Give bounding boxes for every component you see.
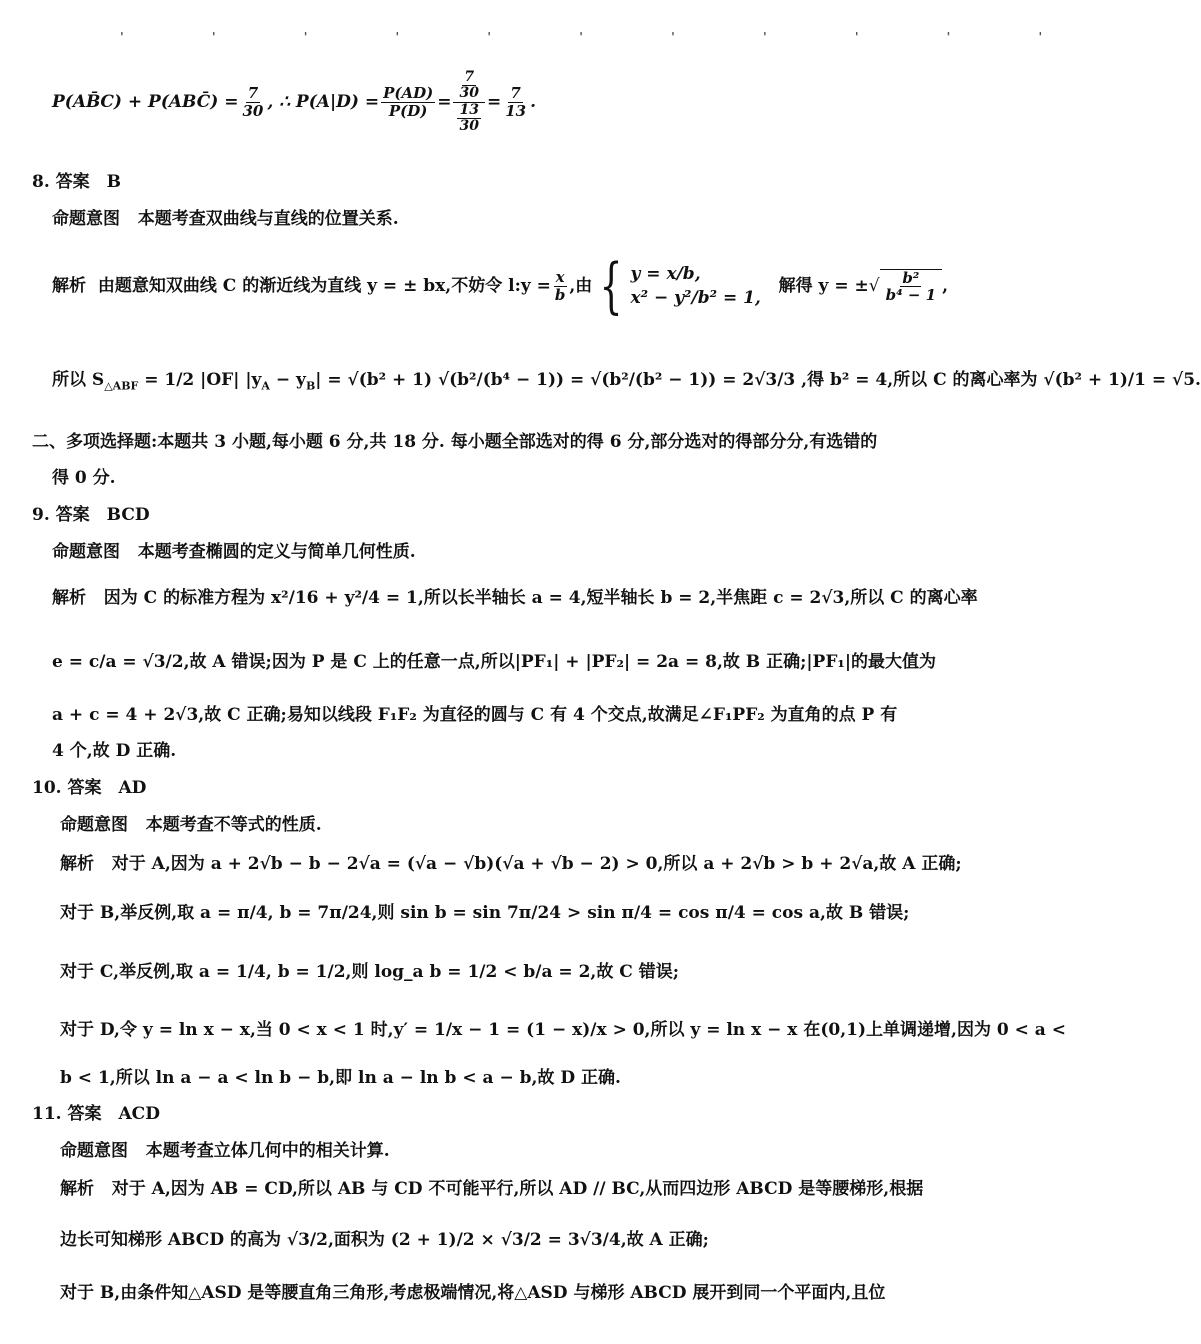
q7-frac-2-num: P(AD): [383, 84, 434, 103]
q8-intent-row: [52, 209, 399, 229]
q8-analysis-label: 解析: [52, 275, 86, 296]
q7-frac-3: [453, 70, 484, 135]
q10-line-1: 对于 A,因为 a + 2√b − b − 2√a = (√a − √b)(√a + √b − 2) > 0,所以 a + 2√b > b + 2√a,故 A 正确;: [111, 854, 962, 874]
q8-line2-a: 所以 S: [52, 370, 105, 390]
q8-line-frac: $\frac{x}{b}$: [554, 268, 566, 304]
q7-frac-2: [381, 85, 435, 119]
q8-sys-line-2: x² − y²/b² = 1,: [630, 288, 761, 308]
q8-sys-line-1: y = x/b,: [630, 263, 701, 284]
q7-frac-4-num: 7: [510, 84, 521, 103]
q11-heading: 11. 答案 ACD: [32, 1104, 160, 1124]
q11-analysis-label: 解析: [60, 1179, 94, 1199]
q10-analysis-line-1: [60, 854, 962, 874]
q8-intent-text: 本题考查双曲线与直线的位置关系.: [137, 209, 399, 229]
q7-frac-3-den-den: 30: [459, 118, 479, 135]
header-fragment: ' ' ' ' ' ' ' ' ' ' ': [120, 30, 1085, 44]
q8-line1-a: 由题意知双曲线 C 的渐近线为直线 y = ± bx,不妨令 l:y =: [97, 275, 551, 296]
q8-line1-c: 解得 y = ±: [778, 275, 869, 296]
q10-line-2: 对于 B,举反例,取 a = π/4, b = 7π/24,则 sin b = sin 7π/24 > sin π/4 = cos π/4 = cos a,故 B 错误;: [60, 903, 910, 923]
q9-line-4: 4 个,故 D 正确.: [52, 741, 177, 761]
q10-analysis-label: 解析: [60, 854, 94, 874]
q7-formula: P(AB̄C) + P(ABC̄) = $\frac{7}{30}$ , ∴ P(A|D) = $\frac{P(AD)}{P(D)}$ = $\frac{\frac{7}{30}}{\frac{13}{30}}$ = $\frac{7}{13}$ .: [52, 69, 536, 135]
q7-eq-1: =: [437, 92, 452, 113]
q10-intent-label: 命题意图: [60, 815, 128, 835]
q7-frac-3-num-num: 7: [464, 69, 475, 85]
q9-line-2: e = c/a = √3/2,故 A 错误;因为 P 是 C 上的任意一点,所以|PF₁| + |PF₂| = 2a = 8,故 B 正确;|PF₁|的最大值为: [52, 652, 937, 672]
q11-intent-label: 命题意图: [60, 1141, 128, 1161]
q8-equation-system: { y = x/b, x² − y²/b² = 1,: [599, 251, 761, 321]
q9-heading: 9. 答案 BCD: [32, 505, 150, 525]
q11-line-2: 边长可知梯形 ABCD 的高为 √3/2,面积为 (2 + 1)/2 × √3/2 = 3√3/4,故 A 正确;: [60, 1230, 709, 1250]
q7-frac-2-den: P(D): [388, 101, 428, 120]
q11-intent-row: [60, 1141, 390, 1161]
q11-analysis-line-1: [60, 1179, 923, 1199]
q10-intent-text: 本题考查不等式的性质.: [145, 815, 322, 835]
q7-frac-3-num: [453, 70, 484, 103]
q7-frac-1: [240, 85, 265, 119]
q9-line-3: a + c = 4 + 2√3,故 C 正确;易知以线段 F₁F₂ 为直径的圆与 C 有 4 个交点,故满足∠F₁PF₂ 为直角的点 P 有: [52, 705, 898, 725]
q10-line-3: 对于 C,举反例,取 a = 1/4, b = 1/2,则 log_a b = 1/2 < b/a = 2,故 C 错误;: [60, 962, 679, 982]
q7-frac-1-num: 7: [247, 84, 259, 103]
q7-eq-2: =: [486, 92, 502, 113]
q7-formula-left: P(AB̄C) + P(ABC̄) =: [52, 92, 239, 113]
q9-analysis-line-1: [52, 588, 978, 608]
q7-therefore: , ∴ P(A|D) =: [267, 92, 380, 113]
q9-analysis-label: 解析: [52, 588, 86, 608]
q7-frac-3-den-num: 13: [459, 101, 479, 118]
section2-line-1: 二、多项选择题:本题共 3 小题,每小题 6 分,共 18 分. 每小题全部选对的得 6 分,部分选对的得部分分,有选错的: [32, 432, 878, 452]
q11-line-1: 对于 A,因为 AB = CD,所以 AB 与 CD 不可能平行,所以 AD // BC,从而四边形 ABCD 是等腰梯形,根据: [111, 1179, 924, 1199]
q8-analysis-line-1: 解析 由题意知双曲线 C 的渐近线为直线 y = ± bx,不妨令 l:y = $\frac{x}{b}$ ,由 { y = x/b, x² − y²/b² = 1, 解得 y = ± √ $\frac{\text{b²}}{\text{b⁴ − 1}}$ ,: [52, 251, 949, 321]
q11-intent-text: 本题考查立体几何中的相关计算.: [145, 1141, 390, 1161]
q7-frac-3-den: [453, 103, 484, 135]
q8-analysis-line-2: 所以 $S_{\triangle ABF} = 1/2$ |OF| $|y_A - y_B| = √(b^2 + 1) √(b^2/(b^4 - 1)) = √(b^2/(b^2 - 1)) = 2√3/3$ ,得 b² = 4,所以 C 的离心率为 √(b² + 1)/1 = √5.: [52, 370, 1201, 393]
section2-line-2: 得 0 分.: [52, 468, 116, 488]
q8-heading: 8. 答案 B: [32, 172, 122, 192]
q8-intent-label: 命题意图: [52, 209, 120, 229]
q7-frac-4-den: 13: [505, 101, 527, 120]
q8-line2-c: = √(b² + 1) √(b²/(b⁴ − 1)) = √(b²/(b² − 1)) = 2√3/3 ,得 b² = 4,所以 C 的离心率为 √(b² + 1)/1 = √5.: [327, 370, 1201, 390]
q10-line-4: 对于 D,令 y = ln x − x,当 0 < x < 1 时,y′ = 1/x − 1 = (1 − x)/x > 0,所以 y = ln x − x 在(0,1)上单调递增,因为 0 < a <: [60, 1020, 1066, 1040]
q7-frac-1-den: 30: [242, 101, 264, 120]
q10-intent-row: [60, 815, 322, 835]
q8-line2-b: = 1/2 |OF| |y: [144, 370, 262, 390]
q11-line-3: 对于 B,由条件知△ASD 是等腰直角三角形,考虑极端情况,将△ASD 与梯形 ABCD 展开到同一个平面内,且位: [60, 1283, 886, 1303]
q7-frac-3-num-den: 30: [459, 85, 479, 102]
q8-line1-b: ,由: [569, 275, 593, 296]
q9-intent-text: 本题考查椭圆的定义与简单几何性质.: [137, 542, 416, 562]
q8-line2-sub: △ABF: [104, 379, 139, 393]
q9-intent-row: [52, 542, 416, 562]
q9-line-1: 因为 C 的标准方程为 x²/16 + y²/4 = 1,所以长半轴长 a = 4,短半轴长 b = 2,半焦距 c = 2√3,所以 C 的离心率: [103, 588, 978, 608]
q10-heading: 10. 答案 AD: [32, 778, 147, 798]
q7-frac-4: [503, 85, 528, 119]
q9-intent-label: 命题意图: [52, 542, 120, 562]
q10-line-5: b < 1,所以 ln a − a < ln b − b,即 ln a − ln b < a − b,故 D 正确.: [60, 1068, 621, 1088]
